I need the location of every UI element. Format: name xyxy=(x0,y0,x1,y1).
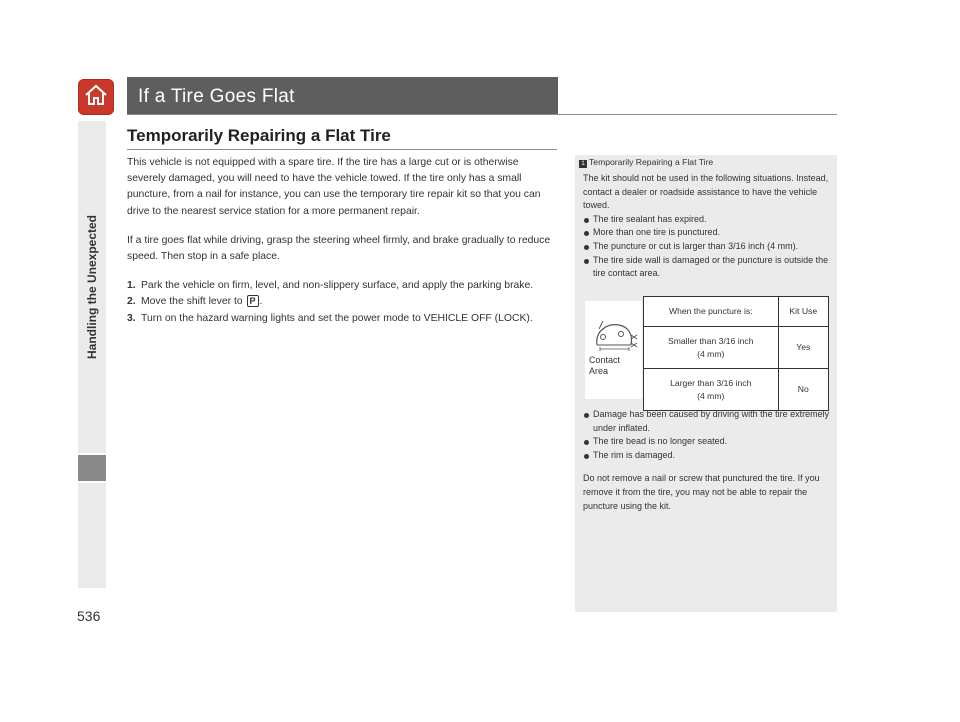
note-bullet: The puncture or cut is larger than 3/16 inch (4 mm). xyxy=(583,240,833,254)
table-header-cell: Kit Use xyxy=(778,297,828,327)
puncture-size-table xyxy=(643,296,829,411)
table-cell xyxy=(644,369,779,411)
contact-area-caption: Contact Area xyxy=(589,355,621,376)
section-divider xyxy=(127,149,557,150)
note-title xyxy=(579,157,713,168)
note-bullet: The tire sealant has expired. xyxy=(583,213,833,227)
note-bullet-list xyxy=(583,408,833,462)
home-button[interactable] xyxy=(78,79,114,115)
step-text: Park the vehicle on firm, level, and non-slippery surface, and apply the parking brake. xyxy=(141,280,534,292)
home-icon xyxy=(83,83,109,112)
intro-paragraph: This vehicle is not equipped with a spare tire. If the tire has a large cut or is otherwise severely damaged, you will need to have the vehicle towed. If the tire only has a small puncture, from a nail for instance, you can use the temporary tire repair kit so that you can drive to the nearest service station for a more permanent repair. xyxy=(127,157,541,217)
chapter-divider xyxy=(127,114,837,115)
tire-diagram-icon xyxy=(585,301,642,399)
note-bullet: Damage has been caused by driving with the tire extremely under inflated. xyxy=(583,408,833,435)
note-reference-icon: 1 xyxy=(579,160,587,168)
table-row xyxy=(644,369,829,411)
driving-paragraph: If a tire goes flat while driving, grasp the steering wheel firmly, and brake gradually to reduce speed. Then stop in a safe place. xyxy=(127,234,551,263)
table-header-row xyxy=(644,297,829,327)
note-bullet: The tire side wall is damaged or the puncture is outside the tire contact area. xyxy=(583,254,833,281)
step-text-end: . xyxy=(259,296,263,308)
puncture-size-metric: (4 mm) xyxy=(697,390,725,401)
step-item xyxy=(127,278,559,294)
table-header-cell: When the puncture is: xyxy=(644,297,779,327)
puncture-size: Smaller than 3/16 inch xyxy=(668,335,754,346)
step-text: Move the shift lever to xyxy=(141,296,246,308)
main-body-text xyxy=(127,155,559,327)
note-bullet-list xyxy=(583,213,833,281)
park-gear-icon: P xyxy=(247,295,259,307)
chapter-title: If a Tire Goes Flat xyxy=(138,86,295,107)
note-closing: Do not remove a nail or screw that punctured the tire. If you remove it from the tire, you may not be able to repair the puncture using the kit. xyxy=(583,473,820,511)
step-number: 2. xyxy=(127,296,136,308)
side-tab-lower[interactable] xyxy=(78,483,106,588)
note-body xyxy=(583,172,833,281)
note-bullet: More than one tire is punctured. xyxy=(583,226,833,240)
step-number: 3. xyxy=(127,312,136,324)
note-bullet: The tire bead is no longer seated. xyxy=(583,435,833,449)
step-item xyxy=(127,311,559,327)
step-number: 1. xyxy=(127,280,136,292)
step-item xyxy=(127,294,559,310)
table-cell xyxy=(644,327,779,369)
step-text: Turn on the hazard warning lights and set the power mode to VEHICLE OFF (LOCK). xyxy=(141,312,533,324)
procedure-steps xyxy=(127,278,559,327)
table-cell: No xyxy=(778,369,828,411)
side-chapter-label: Handling the Unexpected xyxy=(85,214,99,360)
puncture-size-metric: (4 mm) xyxy=(697,348,725,359)
table-row xyxy=(644,327,829,369)
side-tab-active-marker[interactable] xyxy=(78,455,106,481)
note-intro: The kit should not be used in the following situations. Instead, contact a dealer or roadside assistance to have the vehicle towed. xyxy=(583,173,829,211)
page-number: 536 xyxy=(77,608,101,624)
tire-contact-diagram xyxy=(585,301,642,399)
note-body-continued xyxy=(583,408,833,513)
note-title-text: Temporarily Repairing a Flat Tire xyxy=(589,157,714,167)
table-cell: Yes xyxy=(778,327,828,369)
section-title: Temporarily Repairing a Flat Tire xyxy=(127,126,391,145)
puncture-size: Larger than 3/16 inch xyxy=(670,377,752,388)
note-bullet: The rim is damaged. xyxy=(583,449,833,463)
